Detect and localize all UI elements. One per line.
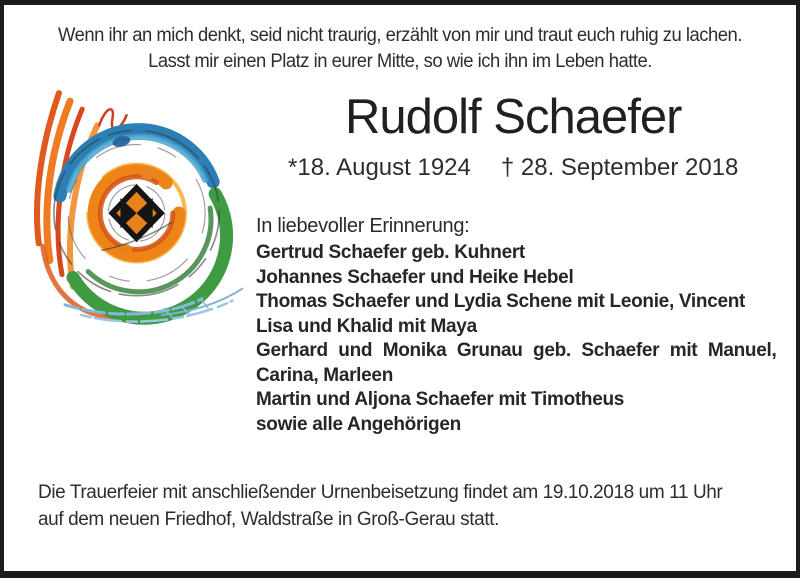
- memorial-heading: In liebevoller Erinnerung:: [256, 215, 470, 237]
- right-column: [250, 77, 800, 437]
- funeral-line-1: Die Trauerfeier mit anschließender Urnenbeisetzung findet am 19.10.2018 um 11 Uhr: [38, 482, 723, 503]
- family-name: Thomas Schaefer und Lydia Schene mit Leonie, Vincent: [256, 291, 746, 312]
- birth-date: *18. August 1924: [288, 154, 471, 181]
- family-name: Gerhard und Monika Grunau geb. Schaefer mit Manuel,: [256, 340, 777, 361]
- orange-dot-top: [141, 170, 154, 180]
- quote-line-2: Lasst mir einen Platz in eurer Mitte, so wie ich ihn im Leben hatte.: [148, 51, 652, 72]
- life-dates: [250, 153, 776, 183]
- memorial-block: [250, 213, 776, 437]
- family-name: Carina, Marleen: [256, 364, 393, 386]
- family-name: Lisa und Khalid mit Maya: [256, 315, 477, 337]
- spiral-artwork-svg: [12, 77, 250, 329]
- family-name: Gertrud Schaefer geb. Kuhnert: [256, 242, 525, 263]
- death-date: † 28. September 2018: [500, 154, 739, 181]
- family-name: Johannes Schaefer und Heike Hebel: [256, 266, 574, 288]
- funeral-details: [38, 479, 746, 533]
- main-content: [4, 77, 796, 437]
- memorial-artwork: [12, 77, 250, 329]
- deceased-name: Rudolf Schaefer: [345, 90, 682, 144]
- family-name: Martin und Aljona Schaefer mit Timotheus: [256, 389, 625, 410]
- quote-line-1: Wenn ihr an mich denkt, seid nicht traurig, erzählt von mir und traut euch ruhig zu lachen.: [58, 25, 742, 46]
- funeral-line-2: auf dem neuen Friedhof, Waldstraße in Groß-Gerau statt.: [38, 509, 499, 530]
- family-name: sowie alle Angehörigen: [256, 413, 461, 435]
- opening-quote: [4, 23, 796, 75]
- family-names-list: [256, 241, 776, 437]
